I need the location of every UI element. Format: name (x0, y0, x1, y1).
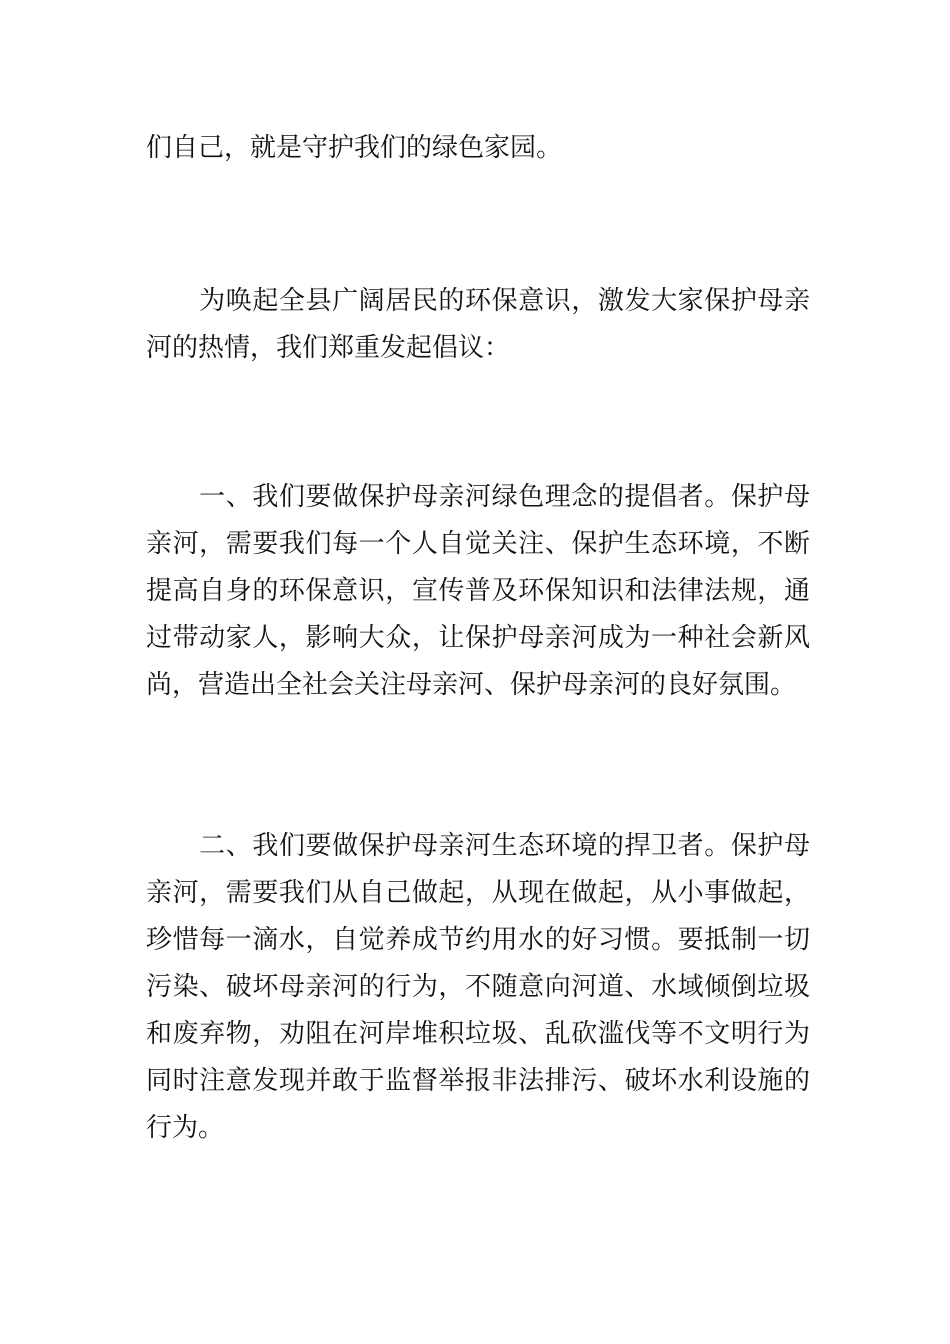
paragraph-point-two: 二、我们要做保护母亲河生态环境的捍卫者。保护母亲河，需要我们从自己做起，从现在做起，从小事做起，珍惜每一滴水，自觉养成节约用水的好习惯。要抵制一切污染、破坏母亲河的行为，不随意向河道、水域倾倒垃圾和废弃物，劝阻在河岸堆积垃圾、乱砍滥伐等不文明行为同时注意发现并敢于监督举报非法排污、破坏水利设施的行为。 (146, 831, 810, 1143)
paragraph-continuation: 们自己，就是守护我们的绿色家园。 (146, 133, 563, 163)
paragraph-point-one: 一、我们要做保护母亲河绿色理念的提倡者。保护母亲河，需要我们每一个人自觉关注、保护生态环境，不断提高自身的环保意识，宣传普及环保知识和法律法规，通过带动家人，影响大众，让保护母亲河成为一种社会新风尚，营造出全社会关注母亲河、保护母亲河的良好氛围。 (146, 482, 810, 700)
paragraph-initiative-intro: 为唤起全县广阔居民的环保意识，激发大家保护母亲河的热情，我们郑重发起倡议： (146, 286, 810, 363)
